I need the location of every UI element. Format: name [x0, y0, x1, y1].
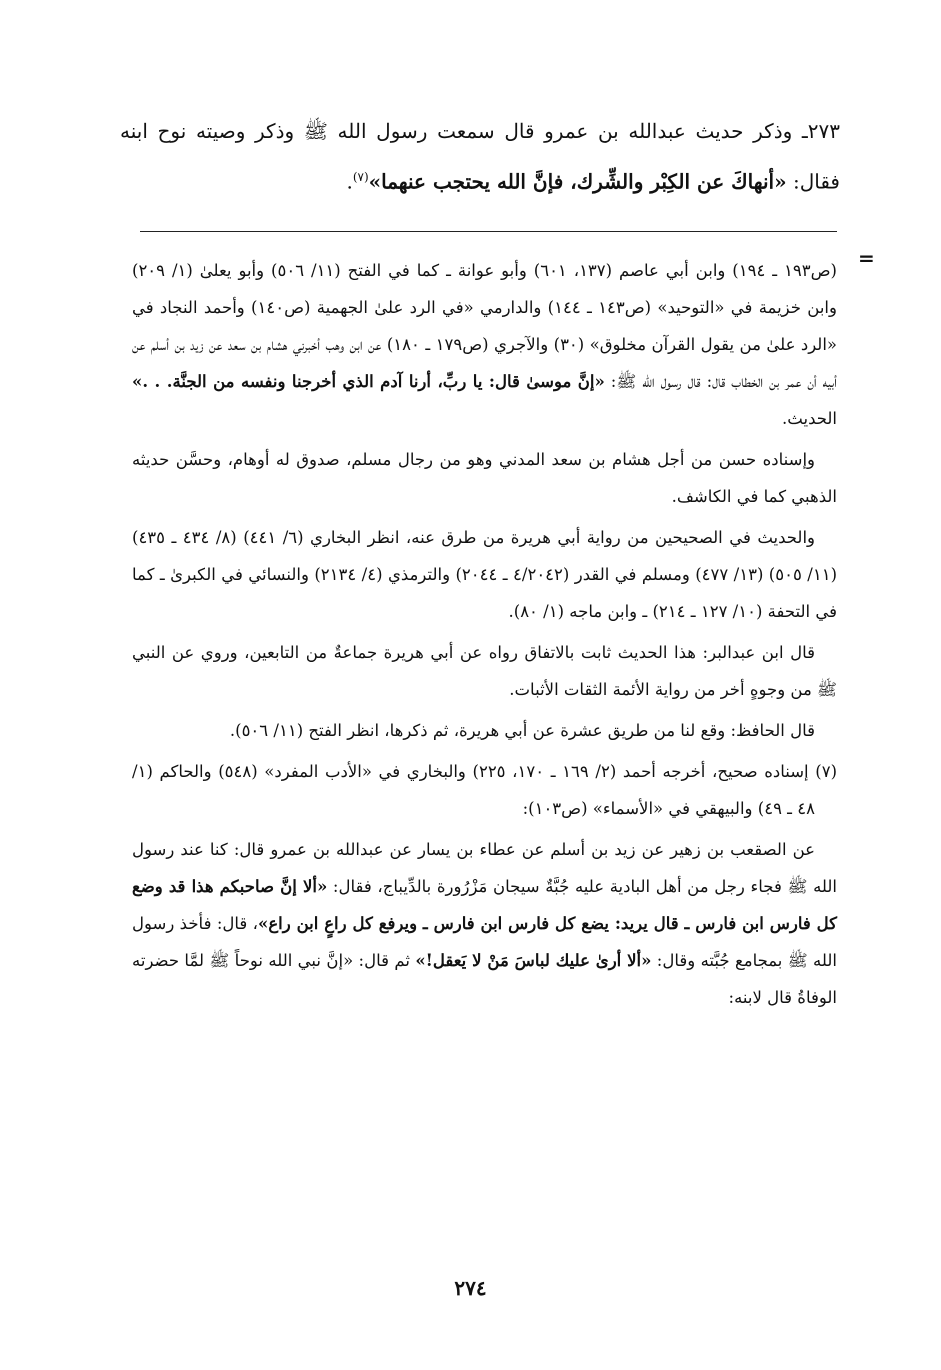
footnote-paragraph-2: وإسناده حسن من أجل هشام بن سعد المدني وهو من رجال مسلم، صدوق له أوهام، وحسَّن حديثه الذهبي كما في الكاشف. — [132, 450, 837, 506]
footnote-paragraph-5: قال الحافظ: وقع لنا من طريق عشرة عن أبي هريرة، ثم ذكرها، انظر الفتح (١١/ ٥٠٦). — [229, 721, 815, 740]
page-number: ٢٧٤ — [454, 1276, 487, 1300]
hadith-quote: «أنهاكَ عن الكِبْر والشِّرك، فإنَّ الله يحتجب عنهما» — [368, 169, 787, 194]
footnote-7-label: (٧) — [815, 762, 838, 781]
hadith-end: . — [346, 169, 353, 194]
footnotes-section — [132, 252, 837, 1020]
footnote-ref-7[interactable]: (٧) — [352, 170, 369, 184]
footnote-p7-text2: ، قال: فأخذ رسول الله ﷺ بمجامع جُبَّته وقال: — [132, 914, 837, 970]
footnote-p7-text3: ثم قال: «إنَّ نبي الله نوحاً ﷺ لمَّا حضرته الوفاةُ قال لابنه: — [132, 951, 837, 1007]
footnote-p1-quote: «إنَّ موسىٰ قال: يا ربِّ، أرنا آدم الذي أخرجنا ونفسه من الجنَّة. . .» — [132, 372, 605, 391]
hadith-intro: ٢٧٣ـ وذكر حديث عبدالله بن عمرو قال سمعت رسول الله ﷺ وذكر وصيته نوح ابنه فقال: — [120, 119, 840, 194]
footnote-paragraph-7 — [132, 831, 837, 1016]
footnote-7-text: إسناده صحيح، أخرجه أحمد (٢/ ١٦٩ ـ ١٧٠، ٢٢٥) والبخاري في «الأدب المفرد» (٥٤٨) والحاكم (١/ ٤٨ ـ ٤٩) والبيهقي في «الأسماء» (ص١٠٣): — [132, 762, 816, 818]
footnote-p7-text1: عن الصقعب بن زهير عن زيد بن أسلم عن عطاء بن يسار عن عبدالله بن عمرو قال: كنا عند رسول الله ﷺ فجاء رجل من أهل البادية عليه جُبَّةٌ سيجان مَزْرُورة بالدِّيباج، فقال: — [132, 840, 837, 896]
footnote-p7-quote1: «ألا إنَّ صاحبكم هذا قد وضع كل فارس ابن فارس ـ قال يريد: يضع كل فارس ابن فارس ـ ويرفع كل راعٍ ابن راع» — [132, 877, 837, 933]
footnote-paragraph-3: والحديث في الصحيحين من رواية أبي هريرة من طرق عنه، انظر البخاري (٦/ ٤٤١) (٨/ ٤٣٤ ـ ٤٣٥) (١١/ ٥٠٥) (١٣/ ٤٧٧) ومسلم في القدر (٤/٢٠٤٢ ـ ٢٠٤٤) والترمذي (٤/ ٢١٣٤) والنسائي في الكبرىٰ ـ كما في التحفة (١٠/ ١٢٧ ـ ٢١٤) ـ وابن ماجه (١/ ٨٠). — [132, 528, 837, 621]
footnote-p7-quote2: «ألا أرىٰ عليك لباسَ مَنْ لا يَعقل!» — [415, 951, 652, 970]
footnote-paragraph-1 — [132, 252, 837, 437]
footnote-p1-text: (ص١٩٣ ـ ١٩٤) وابن أبي عاصم (١٣٧، ٦٠١) وأبو عوانة ـ كما في الفتح (١١/ ٥٠٦) وأبو يعلىٰ (١/ ٢٠٩) وابن خزيمة في «التوحيد» (ص١٤٣ ـ ١٤٤) والدارمي «في الرد علىٰ الجهمية (ص١٤٠) وأحمد النجاد في «الرد علىٰ من يقول القرآن مخلوق» (٣٠) والآجري (ص١٧٩ ـ ١٨٠) عن ابن وهب أخبرني هشام بن سعد عن زيد بن أسلم عن أبيه أن عمر بن الخطاب قال: قال رسول الله ﷺ: — [132, 261, 838, 391]
footnote-divider — [140, 231, 837, 232]
continuation-mark: = — [858, 246, 875, 270]
footnote-paragraph-4: قال ابن عبدالبر: هذا الحديث ثابت بالاتفاق رواه عن أبي هريرة جماعةٌ من التابعين، وروي عن النبي ﷺ من وجوهٍ أخر من رواية الأئمة الثقات الأثبات. — [132, 643, 837, 699]
main-hadith-text — [120, 108, 840, 205]
footnote-7 — [132, 753, 837, 827]
footnote-p1-end: الحديث. — [782, 409, 837, 428]
